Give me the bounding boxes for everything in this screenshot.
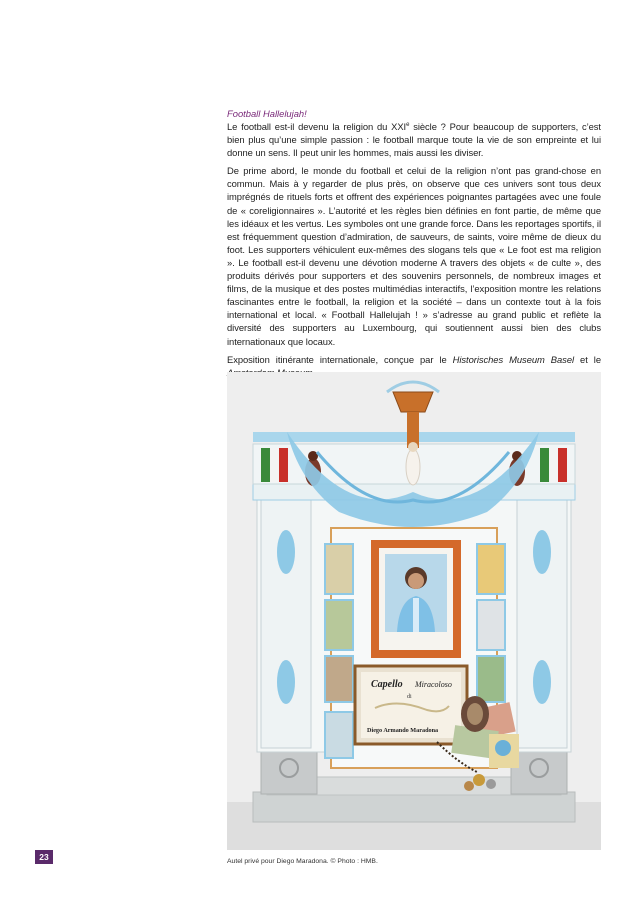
plaque-capello: Capello <box>371 679 403 690</box>
page-number: 23 <box>35 850 53 864</box>
century-superscript: e <box>406 121 410 128</box>
left-flag-red <box>279 448 288 482</box>
altar-photo <box>227 372 601 850</box>
holy-card-left-2 <box>325 600 353 650</box>
right-column-oval-bottom <box>533 660 551 704</box>
holy-card-left-4 <box>325 712 353 758</box>
article-paragraph-1 <box>227 120 601 159</box>
holy-card-left-1 <box>325 544 353 594</box>
altar-illustration <box>227 372 601 850</box>
plaque-miracoloso: Miracoloso <box>415 680 452 689</box>
left-column-oval-bottom <box>277 660 295 704</box>
left-flag-green <box>261 448 270 482</box>
holy-card-left-3 <box>325 656 353 702</box>
left-column-oval-top <box>277 530 295 574</box>
article-text-column <box>227 107 601 384</box>
right-flag-red <box>558 448 567 482</box>
coin-1 <box>473 774 485 786</box>
plaque-di: di <box>407 694 412 700</box>
paragraph-1-text-end: siècle ? Pour beaucoup de supporters, c’est bien plus qu’une simple passion : le football marque toute la vie de son empreinte et lui donne un sens. Il peut unir les hommes, mais aussi les diviser. <box>227 121 601 159</box>
article-heading: Football Hallelujah! <box>227 108 307 119</box>
coin-2 <box>486 779 496 789</box>
paragraph-1-text-start: Le football est-il devenu la religion du XXI <box>227 121 407 132</box>
holy-card-right-3 <box>477 656 505 702</box>
holy-card-right-1 <box>477 544 505 594</box>
holy-card-right-2 <box>477 600 505 650</box>
paragraph-3-text-start: Exposition itinérante internationale, conçue par le <box>227 353 453 365</box>
museum-name-basel: Historisches Museum Basel <box>452 353 575 365</box>
statue-figure <box>406 449 420 485</box>
right-column-oval-top <box>533 530 551 574</box>
paragraph-3-text-middle: et le <box>574 353 601 365</box>
photo-caption: Autel privé pour Diego Maradona. © Photo : HMB. <box>227 858 378 865</box>
plaque-maradona: Diego Armando Maradona <box>367 727 439 734</box>
article-paragraph-2: De prime abord, le monde du football et celui de la religion n’ont pas grand-chose en commun. Mais à y regarder de plus près, on observe que ces univers sont tous deux imprégnés de rituels forts et offrent des expériences poignantes partagées avec une foule de « coreligionnaires ». L’autorité et les règles bien définies en font partie, de même que les idéaux et les vertus. Les symboles ont une grande force. Dans les reportages sportifs, il est fréquemment question d’admiration, de sauveurs, de saints, voire même de dieux du foot. Les supporters véhiculent eux-mêmes des slogans tels que « Le foot est ma religion ». Le football est-il devenu une dévotion moderne A travers des objets « de culte », des produits dérivés pour supporters et des souvenirs personnels, de nombreux images et films, de la musique et des postes multimédias interactifs, l’exposition montre les relations fascinantes entre le football, la religion et la société – dans un contexte tout à la fois international et local. « Football Hallelujah ! » s’adresse au grand public et reflète la diversité des supporters au Luxembourg, qui soutiennent aussi bien des clubs internationaux que locaux. <box>227 165 601 347</box>
right-flag-green <box>540 448 549 482</box>
coin-3 <box>464 781 474 791</box>
